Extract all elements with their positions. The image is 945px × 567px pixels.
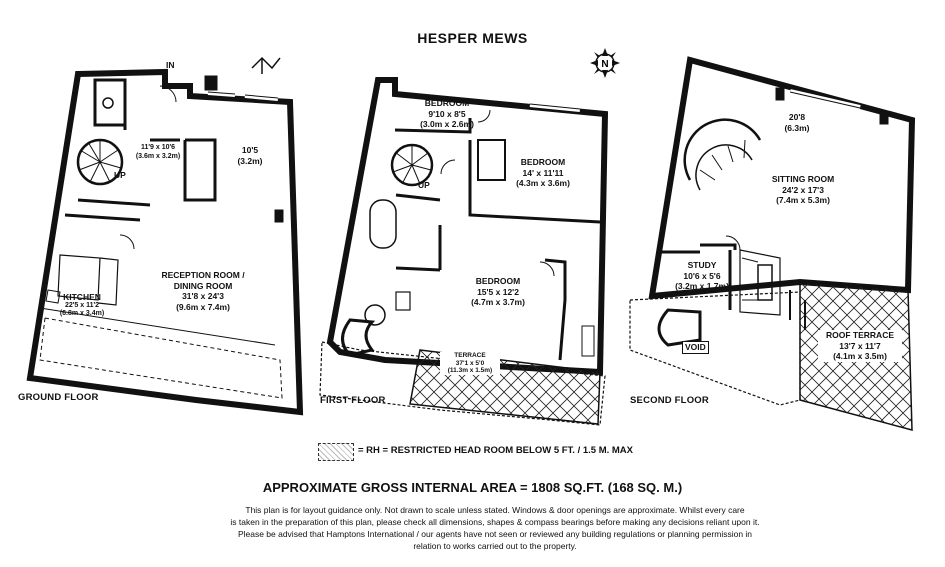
legend-text: = RH = RESTRICTED HEAD ROOM BELOW 5 FT. / 1.5 M. MAX [358, 445, 633, 456]
bedroom-3-label: BEDROOM 15'5 x 12'2 (4.7m x 3.7m) [471, 276, 525, 307]
disclaimer-line: relation to works carried out to the property. [413, 541, 577, 551]
sitting-dim-label: 20'8 (6.3m) [784, 112, 810, 133]
disclaimer [150, 504, 840, 552]
disclaimer-line: This plan is for layout guidance only. Not drawn to scale unless stated. Windows & door openings are approximate. Whilst every care [245, 505, 745, 515]
reception-dim-label: 10'5 (3.2m) [237, 145, 263, 166]
gross-area: APPROXIMATE GROSS INTERNAL AREA = 1808 SQ.FT. (168 SQ. M.) [262, 480, 683, 495]
ground-stair-label: UP [114, 170, 126, 180]
second-floor-plan [630, 60, 912, 430]
kitchen-label: KITCHEN 22'5 x 11'2 (6.8m x 3.4m) [59, 292, 105, 317]
ground-floor-label: GROUND FLOOR [18, 392, 99, 403]
ground-floor-plan [30, 58, 300, 412]
compass-north-label: N [601, 59, 609, 70]
void-label: VOID [682, 341, 709, 354]
roof-terrace-label: ROOF TERRACE 13'7 x 11'7 (4.1m x 3.5m) [818, 330, 902, 362]
first-stair-label: UP [418, 180, 430, 190]
sitting-room-label: SITTING ROOM 24'2 x 17'3 (7.4m x 5.3m) [771, 174, 835, 205]
legend [318, 440, 658, 464]
reception-room-label: RECEPTION ROOM / DINING ROOM 31'8 x 24'3 (9.6m x 7.4m) [161, 270, 245, 312]
bedroom-2-label: BEDROOM 14' x 11'11 (4.3m x 3.6m) [516, 157, 570, 188]
study-label: STUDY 10'6 x 5'6 (3.2m x 1.7m) [675, 260, 729, 291]
disclaimer-line: is taken in the preparation of this plan, please check all dimensions, shapes & compass bearings before making any decisions reliant upon it. [230, 517, 760, 527]
first-floor-label: FIRST FLOOR [320, 395, 386, 406]
hall-label: 11'9 x 10'6 (3.6m x 3.2m) [135, 144, 181, 160]
entrance-label: IN [166, 60, 175, 70]
bedroom-1-label: BEDROOM 9'10 x 8'5 (3.0m x 2.6m) [420, 98, 474, 129]
restricted-headroom-swatch [318, 443, 354, 461]
plan-title: HESPER MEWS [417, 30, 528, 46]
second-floor-label: SECOND FLOOR [630, 395, 709, 406]
terrace-label: TERRACE 37'1 x 5'0 (11.3m x 1.5m) [440, 352, 500, 375]
disclaimer-line: Please be advised that Hamptons International / our agents have not seen or reviewed any building regulations or planning permission in [237, 529, 753, 539]
